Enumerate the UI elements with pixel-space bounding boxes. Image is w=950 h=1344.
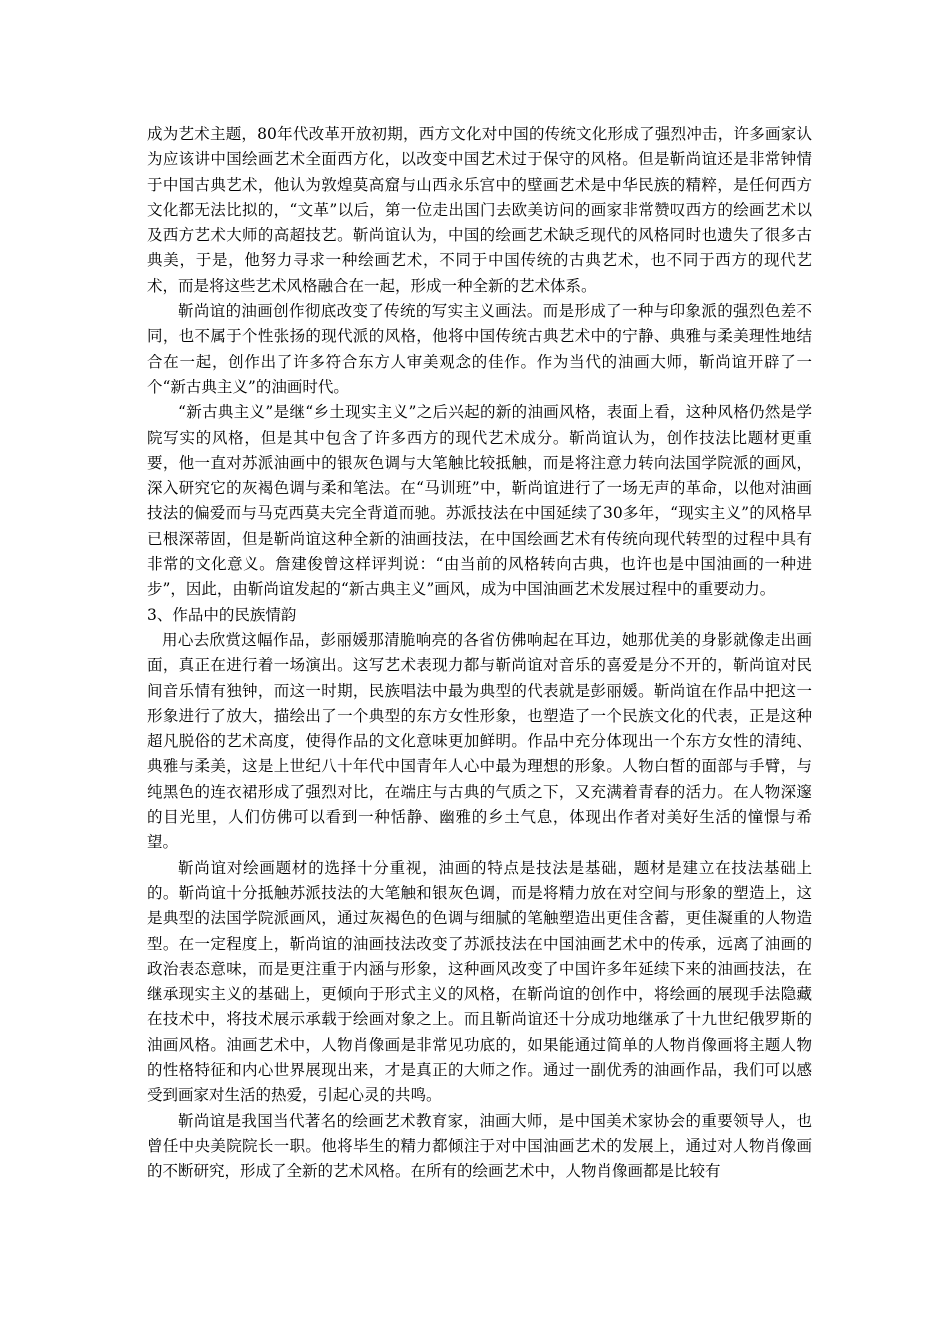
document-page — [147, 122, 812, 1184]
body-paragraph-6: 靳尚谊是我国当代著名的绘画艺术教育家，油画大师，是中国美术家协会的重要领导人，也曾任中央美院院长一职。他将毕生的精力都倾注于对中国油画艺术的发展上，通过对人物肖像画的不断研究，形成了全新的艺术风格。在所有的绘画艺术中，人物肖像画都是比较有 — [147, 1111, 812, 1181]
body-paragraph-2: 靳尚谊的油画创作彻底改变了传统的写实主义画法。而是形成了一种与印象派的强烈色差不同，也不属于个性张扬的现代派的风格，他将中国传统古典艺术中的宁静、典雅与柔美理性地结合在一起，创作出了许多符合东方人审美观念的佳作。作为当代的油画大师，靳尚谊开辟了一个“新古典主义”的油画时代。 — [147, 302, 812, 396]
body-paragraph-5: 靳尚谊对绘画题材的选择十分重视，油画的特点是技法是基础，题材是建立在技法基础上的。靳尚谊十分抵触苏派技法的大笔触和银灰色调，而是将精力放在对空间与形象的塑造上，这是典型的法国学院派画风，通过灰褐色的色调与细腻的笔触塑造出更佳含蓄，更佳凝重的人物造型。在一定程度上，靳尚谊的油画技法改变了苏派技法在中国油画艺术中的传承，远离了油画的政治表态意味，而是更注重于内涵与形象，这种画风改变了中国许多年延续下来的油画技法，在继承现实主义的基础上，更倾向于形式主义的风格，在靳尚谊的创作中，将绘画的展现手法隐藏在技术中，将技术展示承载于绘画对象之上。而且靳尚谊还十分成功地继承了十九世纪俄罗斯的油画风格。油画艺术中，人物肖像画是非常见功底的，如果能通过简单的人物肖像画将主题人物的性格特征和内心世界展现出来，才是真正的大师之作。通过一副优秀的油画作品，我们可以感受到画家对生活的热爱，引起心灵的共鸣。 — [147, 858, 812, 1105]
body-paragraph-1: 成为艺术主题，80年代改革开放初期，西方文化对中国的传统文化形成了强烈冲击，许多画家认为应该讲中国绘画艺术全面西方化，以改变中国艺术过于保守的风格。但是靳尚谊还是非常钟情于中国古典艺术，他认为敦煌莫高窟与山西永乐宫中的壁画艺术是中华民族的精粹，是任何西方文化都无法比拟的，“文革”以后，第一位走出国门去欧美访问的画家非常赞叹西方的绘画艺术以及西方艺术大师的高超技艺。靳尚谊认为，中国的绘画艺术缺乏现代的风格同时也遗失了很多古典美，于是，他努力寻求一种绘画艺术，不同于中国传统的古典艺术，也不同于西方的现代艺术，而是将这些艺术风格融合在一起，形成一种全新的艺术体系。 — [147, 125, 812, 295]
body-paragraph-4: 用心去欣赏这幅作品，彭丽媛那清脆响亮的各省仿佛响起在耳边，她那优美的身影就像走出画面，真正在进行着一场演出。这写艺术表现力都与靳尚谊对音乐的喜爱是分不开的，靳尚谊对民间音乐情有独钟，而这一时期，民族唱法中最为典型的代表就是彭丽媛。靳尚谊在作品中把这一形象进行了放大，描绘出了一个典型的东方女性形象，也塑造了一个民族文化的代表，正是这种超凡脱俗的艺术高度，使得作品的文化意味更加鲜明。作品中充分体现出一个东方女性的清纯、典雅与柔美，这是上世纪八十年代中国青年人心中最为理想的形象。人物白皙的面部与手臂，与纯黑色的连衣裙形成了强烈对比，在端庄与古典的气质之下，又充满着青春的活力。在人物深邃的目光里，人们仿佛可以看到一种恬静、幽雅的乡土气息，体现出作者对美好生活的憧憬与希望。 — [147, 630, 812, 852]
section-heading: 3、作品中的民族情韵 — [147, 605, 297, 624]
body-paragraph-3: “新古典主义”是继“乡土现实主义”之后兴起的新的油画风格，表面上看，这种风格仍然是学院写实的风格，但是其中包含了许多西方的现代艺术成分。靳尚谊认为，创作技法比题材更重要，他一直对苏派油画中的银灰色调与大笔触比较抵触，而是将注意力转向法国学院派的画风，深入研究它的灰褐色调与柔和笔法。在“马训班”中，靳尚谊进行了一场无声的革命，以他对油画技法的偏爱而与马克西莫夫完全背道而驰。苏派技法在中国延续了30多年，“现实主义”的风格早已根深蒂固，但是靳尚谊这种全新的油画技法，在中国绘画艺术有传统向现代转型的过程中具有非常的文化意义。詹建俊曾这样评判说：“由当前的风格转向古典，也许也是中国油画的一种进步”，因此，由靳尚谊发起的“新古典主义”画风，成为中国油画艺术发展过程中的重要动力。 — [147, 403, 812, 599]
